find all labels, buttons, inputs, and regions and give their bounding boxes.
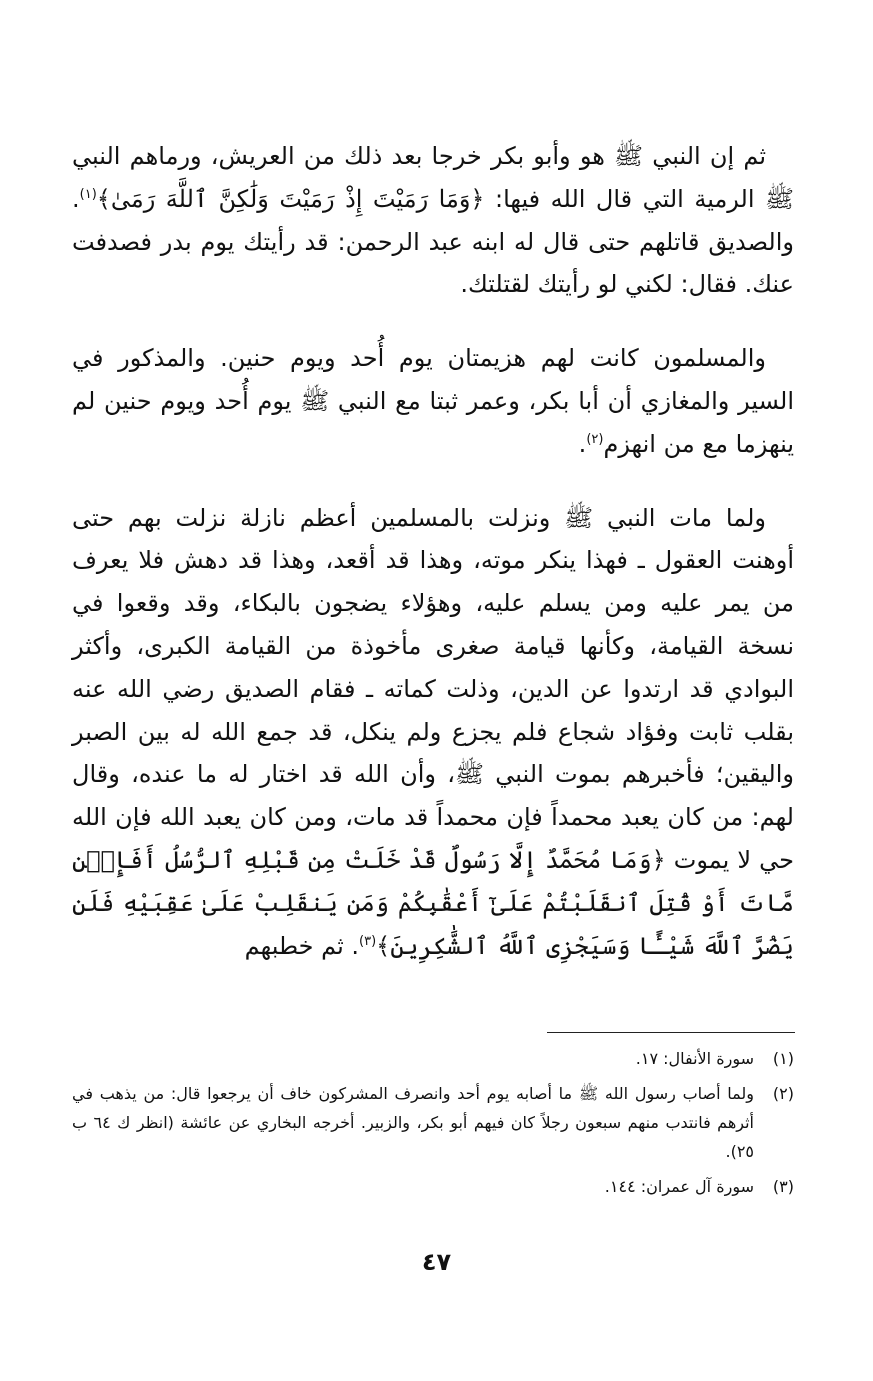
footnote-ref-2[interactable]: (٢) — [586, 431, 604, 447]
paragraph-uhud-text: والمسلمون كانت لهم هزيمتان يوم أُحد ويوم حنين. والمذكور في السير والمغازي أن أبا بكر، وعمر ثبتا مع النبي ﷺ يوم أُحد ويوم حنين لم ينهزما مع من انهزم — [72, 344, 794, 458]
quran-quote-anfal: ﴿وَمَا رَمَيْتَ إِذْ رَمَيْتَ وَلَٰكِنَّ ٱللَّهَ رَمَىٰ﴾ — [96, 184, 485, 213]
footnote-number: (١) — [772, 1049, 794, 1068]
footnote-ref-3[interactable]: (٣) — [359, 933, 377, 949]
paragraph-badr-text: ثم إن النبي ﷺ هو وأبو بكر خرجا بعد ذلك من العريش، ورماهم النبي ﷺ الرمية التي قال الله فيها: — [72, 142, 794, 213]
footnote-text: سورة الأنفال: ١٧. — [635, 1049, 754, 1068]
footnote-ref-1[interactable]: (١) — [79, 186, 97, 202]
paragraph-death-text-end: . ثم خطبهم — [244, 931, 360, 960]
footnotes — [72, 1044, 794, 1207]
quran-quote-al-imran: ﴿وَمَا مُحَمَّدٌ إِلَّا رَسُولٌ قَدْ خَلَتْ مِن قَبْلِهِ ٱلرُّسُلُ أَفَإِي۟ن مَّاتَ أَوْ قُتِلَ ٱنقَلَبْتُمْ عَلَىٰٓ أَعْقَٰبِكُمْ وَمَن يَنقَلِبْ عَلَىٰ عَقِبَيْهِ فَلَن يَضُرَّ ٱللَّهَ شَيْـًٔا وَسَيَجْزِى ٱللَّهُ ٱلشَّٰكِرِينَ﴾ — [72, 845, 794, 960]
footnote-2 — [72, 1079, 794, 1166]
footnote-3 — [72, 1172, 794, 1201]
page-body — [72, 135, 794, 967]
paragraph-death-text: ولما مات النبي ﷺ ونزلت بالمسلمين أعظم نازلة نزلت بهم حتى أوهنت العقول ـ فهذا ينكر موته، وهذا قد أقعد، وهذا قد دهش فلا يعرف من يمر عليه ومن يسلم عليه، وهؤلاء يضجون بالبكاء، وقد وقعوا في نسخة القيامة، وكأنها قيامة صغرى مأخوذة من القيامة الكبرى، وأكثر البوادي قد ارتدوا عن الدين، وذلت كماته ـ فقام الصديق رضي الله عنه بقلب ثابت وفؤاد شجاع فلم يجزع ولم ينكل، قد جمع الله له بين الصبر واليقين؛ فأخبرهم بموت النبي ﷺ، وأن الله قد اختار له ما عنده، وقال لهم: من كان يعبد محمداً فإن محمداً قد مات، ومن كان يعبد الله فإن الله حي لا يموت — [72, 503, 794, 874]
footnote-text: ولما أصاب رسول الله ﷺ ما أصابه يوم أحد وانصرف المشركون خاف أن يرجعوا قال: من يذهب في أثرهم فانتدب منهم سبعون رجلاً كان فيهم أبو بكر، والزبير. أخرجه البخاري عن عائشة (انظر ك ٦٤ ب ٢٥). — [72, 1084, 754, 1161]
paragraph-uhud-hunayn — [72, 337, 794, 465]
paragraph-uhud-text-end: . — [578, 429, 587, 458]
footnote-text: سورة آل عمران: ١٤٤. — [604, 1177, 754, 1196]
footnote-divider — [547, 1032, 795, 1033]
paragraph-badr-text-end: . والصديق قاتلهم حتى قال له ابنه عبد الرحمن: قد رأيتك يوم بدر فصدفت عنك. فقال: لكني لو رأيتك لقتلتك. — [72, 184, 794, 299]
paragraph-death-of-prophet — [72, 497, 794, 968]
page-number: ٤٧ — [421, 1248, 452, 1276]
paragraph-badr — [72, 135, 794, 306]
footnote-number: (٢) — [772, 1084, 794, 1103]
footnote-1 — [72, 1044, 794, 1073]
footnote-number: (٣) — [772, 1177, 794, 1196]
